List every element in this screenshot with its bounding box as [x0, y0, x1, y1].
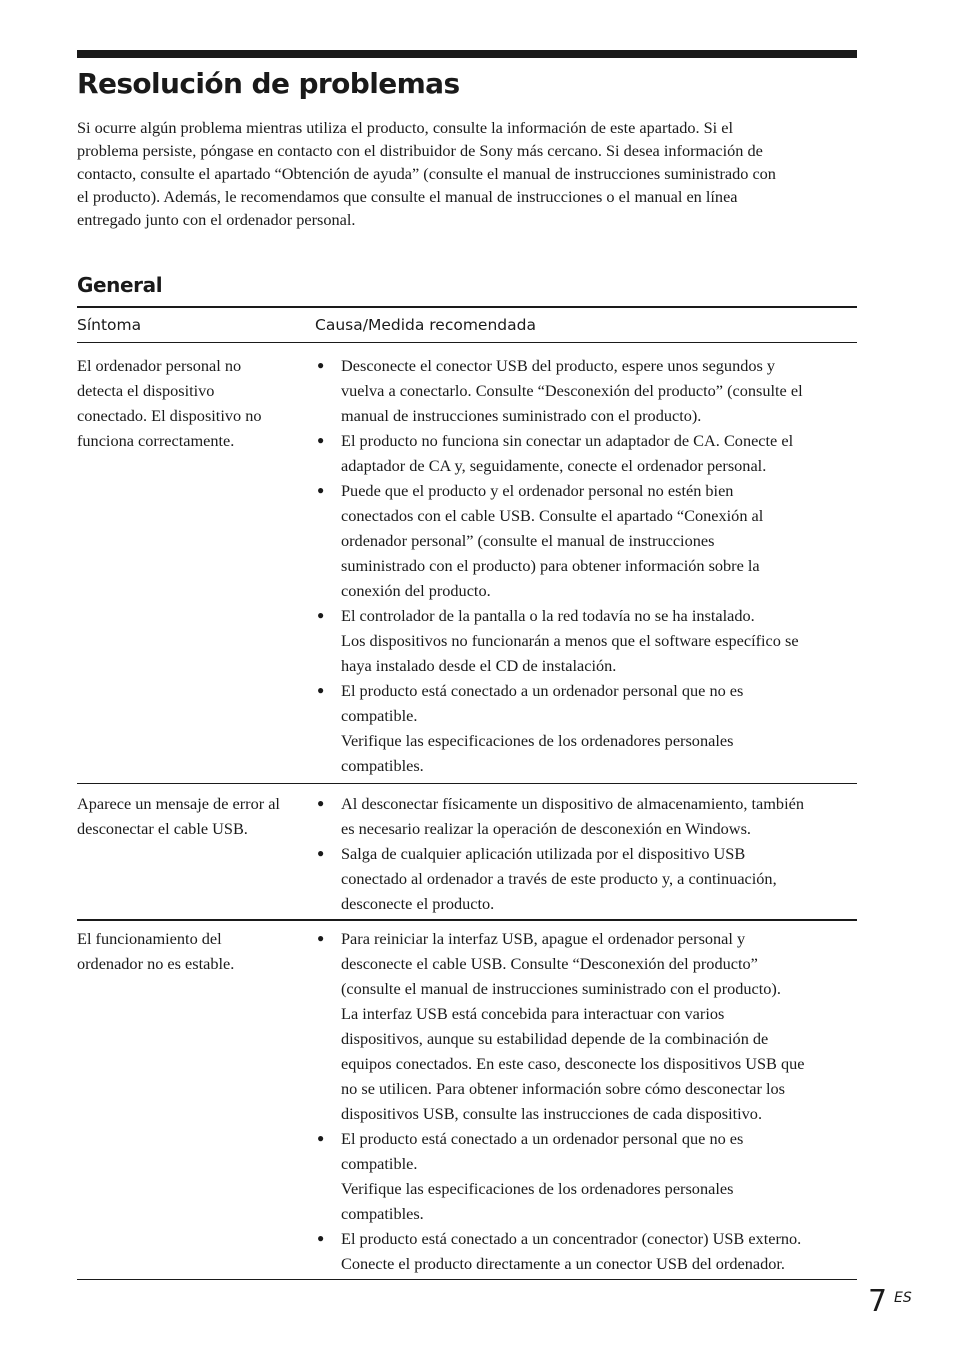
cause-line: Los dispositivos no funcionarán a menos que el software específico se: [341, 631, 799, 650]
page-language-code: ES: [894, 1290, 912, 1306]
cause-line: conexión del producto.: [341, 581, 491, 600]
cause-line: Verifique las especificaciones de los ordenadores personales: [341, 731, 734, 750]
bullet-icon: ●: [317, 608, 325, 622]
bullet-icon: ●: [317, 483, 325, 497]
title-rule: [77, 50, 857, 58]
cause-line: El producto no funciona sin conectar un adaptador de CA. Conecte el: [341, 431, 794, 450]
cause-list: [315, 791, 857, 916]
intro-line: entregado junto con el ordenador personal.: [77, 210, 356, 229]
cause-item: [315, 678, 857, 778]
bullet-icon: ●: [317, 1131, 325, 1145]
cause-line: es necesario realizar la operación de desconexión en Windows.: [341, 819, 751, 838]
table-header: [77, 306, 857, 343]
cause-line: El producto está conectado a un concentrador (conector) USB externo.: [341, 1229, 802, 1248]
cause-line: ordenador personal” (consulte el manual de instrucciones: [341, 531, 715, 550]
cause-line: haya instalado desde el CD de instalación.: [341, 656, 617, 675]
cause-line: Puede que el producto y el ordenador personal no estén bien: [341, 481, 734, 500]
cause-line: conectados con el cable USB. Consulte el apartado “Conexión al: [341, 506, 764, 525]
intro-line: el producto). Además, le recomendamos que consulte el manual de instrucciones o el manual en línea: [77, 187, 738, 206]
cause-line: equipos conectados. En este caso, desconecte los dispositivos USB que: [341, 1054, 805, 1073]
cause-line: El producto está conectado a un ordenador personal que no es: [341, 681, 744, 700]
bullet-icon: ●: [317, 931, 325, 945]
bullet-icon: ●: [317, 846, 325, 860]
symptom-cell: [77, 926, 315, 1276]
cause-item: [315, 478, 857, 603]
cause-item: [315, 841, 857, 916]
page-title: Resolución de problemas: [77, 67, 460, 100]
cause-line: compatible.: [341, 1154, 418, 1173]
cause-line: desconecte el cable USB. Consulte “Desconexión del producto”: [341, 954, 758, 973]
cause-line: (consulte el manual de instrucciones suministrado con el producto).: [341, 979, 781, 998]
cause-line: La interfaz USB está concebida para interactuar con varios: [341, 1004, 725, 1023]
header-cause: Causa/Medida recomendada: [315, 316, 536, 334]
cause-line: conectado al ordenador a través de este producto y, a continuación,: [341, 869, 777, 888]
symptom-line: desconectar el cable USB.: [77, 819, 248, 838]
table-row: [77, 343, 857, 784]
cause-line: Desconecte el conector USB del producto, espere unos segundos y: [341, 356, 776, 375]
cause-line: no se utilicen. Para obtener información sobre cómo desconectar los: [341, 1079, 785, 1098]
symptom-line: El funcionamiento del: [77, 929, 222, 948]
bullet-icon: ●: [317, 433, 325, 447]
cause-line: dispositivos USB, consulte las instrucciones de cada dispositivo.: [341, 1104, 763, 1123]
bullet-icon: ●: [317, 1231, 325, 1245]
bullet-icon: ●: [317, 683, 325, 697]
cause-line: compatibles.: [341, 1204, 424, 1223]
cause-item: [315, 1226, 857, 1276]
cause-line: compatible.: [341, 706, 418, 725]
symptom-line: conectado. El dispositivo no: [77, 406, 262, 425]
symptom-line: detecta el dispositivo: [77, 381, 215, 400]
section-heading: General: [77, 273, 163, 297]
symptom-line: funciona correctamente.: [77, 431, 235, 450]
cause-list: [315, 353, 857, 778]
cause-line: Para reiniciar la interfaz USB, apague el ordenador personal y: [341, 929, 746, 948]
troubleshooting-table: [77, 306, 857, 1280]
cause-line: El controlador de la pantalla o la red todavía no se ha instalado.: [341, 606, 755, 625]
cause-item: [315, 791, 857, 841]
page-number: 7: [868, 1284, 888, 1319]
cause-item: [315, 603, 857, 678]
cause-item: [315, 353, 857, 428]
cause-line: desconecte el producto.: [341, 894, 495, 913]
intro-line: contacto, consulte el apartado “Obtención de ayuda” (consulte el manual de instrucciones suministrado con: [77, 164, 776, 183]
symptom-cell: [77, 353, 315, 778]
cause-list: [315, 926, 857, 1276]
bullet-icon: ●: [317, 358, 325, 372]
intro-line: Si ocurre algún problema mientras utiliza el producto, consulte la información de este apartado. Si el: [77, 118, 734, 137]
cause-line: El producto está conectado a un ordenador personal que no es: [341, 1129, 744, 1148]
cause-line: vuelva a conectarlo. Consulte “Desconexión del producto” (consulte el: [341, 381, 803, 400]
cause-line: adaptador de CA y, seguidamente, conecte el ordenador personal.: [341, 456, 767, 475]
symptom-line: El ordenador personal no: [77, 356, 242, 375]
bullet-icon: ●: [317, 796, 325, 810]
cause-line: Al desconectar físicamente un dispositivo de almacenamiento, también: [341, 794, 804, 813]
intro-paragraph: [77, 116, 859, 231]
cause-item: [315, 1126, 857, 1226]
symptom-cell: [77, 791, 315, 916]
cause-item: [315, 926, 857, 1126]
header-symptom: Síntoma: [77, 316, 142, 334]
cause-line: suministrado con el producto) para obtener información sobre la: [341, 556, 760, 575]
intro-line: problema persiste, póngase en contacto con el distribuidor de Sony más cercano. Si desea información de: [77, 141, 763, 160]
cause-item: [315, 428, 857, 478]
cause-line: Salga de cualquier aplicación utilizada por el dispositivo USB: [341, 844, 746, 863]
symptom-line: ordenador no es estable.: [77, 954, 235, 973]
cause-line: manual de instrucciones suministrado con el producto).: [341, 406, 702, 425]
cause-line: compatibles.: [341, 756, 424, 775]
cause-line: Conecte el producto directamente a un conector USB del ordenador.: [341, 1254, 785, 1273]
cause-line: dispositivos, aunque su estabilidad depende de la combinación de: [341, 1029, 769, 1048]
cause-line: Verifique las especificaciones de los ordenadores personales: [341, 1179, 734, 1198]
table-row: [77, 921, 857, 1280]
table-row: [77, 784, 857, 921]
symptom-line: Aparece un mensaje de error al: [77, 794, 280, 813]
